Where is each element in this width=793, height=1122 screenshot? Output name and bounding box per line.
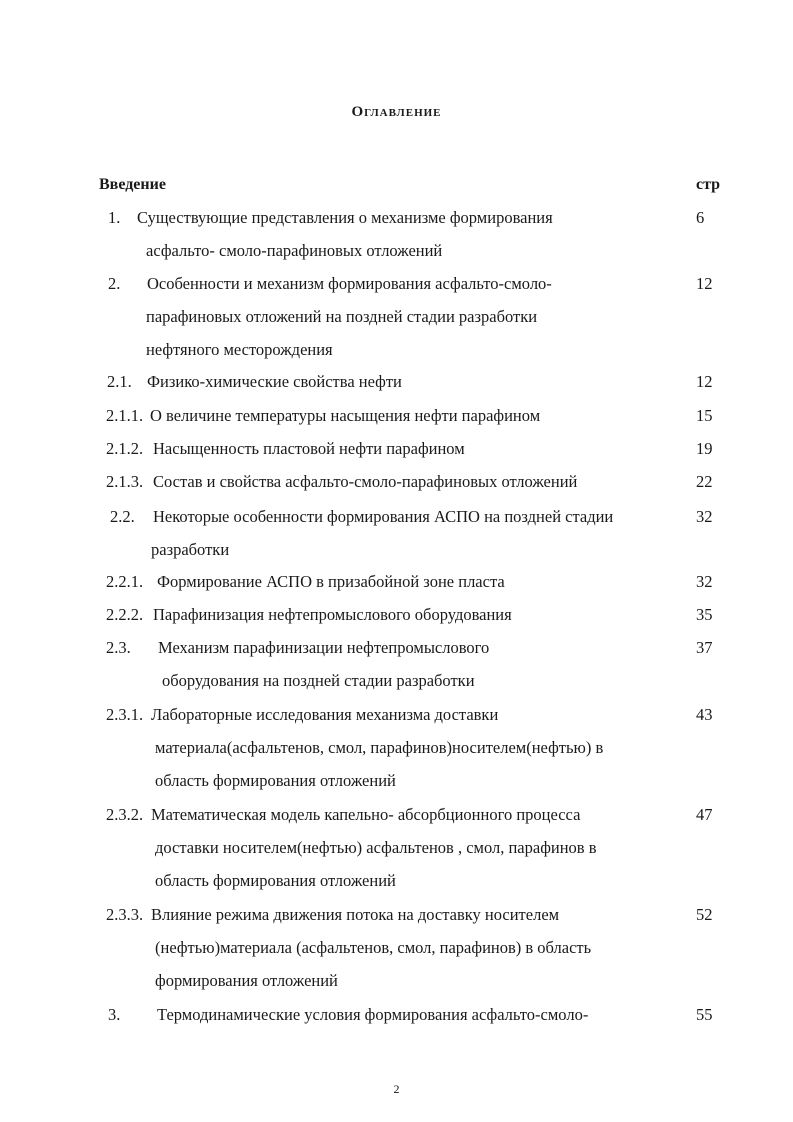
toc-entry-number: 2.1. [107, 372, 132, 391]
toc-entry-text: оборудования на поздней стадии разработки [162, 671, 475, 690]
toc-entry-text: Особенности и механизм формирования асфальто-смоло- [147, 274, 552, 293]
toc-entry-text: материала(асфальтенов, смол, парафинов)носителем(нефтью) в [155, 738, 604, 757]
toc-entry-number: 2.2. [110, 507, 135, 526]
toc-entry-text: Термодинамические условия формирования асфальто-смоло- [157, 1005, 589, 1024]
toc-entry-text: Насыщенность пластовой нефти парафином [153, 439, 465, 458]
toc-entry-number: 2.1.3. [106, 472, 144, 491]
toc-entry-number: 2. [108, 274, 121, 293]
toc-entry-number: 2.2.1. [106, 572, 144, 591]
toc-entry-number: 2.3.1. [106, 705, 144, 724]
toc-entry-text: Механизм парафинизации нефтепромыслового [158, 638, 490, 657]
page-column-heading: стр [696, 176, 721, 193]
toc-entry-text: Физико-химические свойства нефти [147, 372, 402, 391]
toc-entry-text: Парафинизация нефтепромыслового оборудования [153, 605, 512, 624]
toc-entry-text: парафиновых отложений на поздней стадии разработки [146, 307, 538, 326]
toc-entry-text: нефтяного месторождения [146, 340, 333, 359]
toc-entry-page: 52 [696, 905, 713, 924]
toc-entry-page: 6 [696, 208, 705, 227]
toc-entry-text: Существующие представления о механизме формирования [137, 208, 553, 227]
toc-entry-number: 2.3.2. [106, 805, 144, 824]
toc-entry-page: 43 [696, 705, 713, 724]
toc-entry-page: 32 [696, 507, 713, 526]
toc-entry-number: 2.1.1. [106, 406, 144, 425]
toc-entry-text: (нефтью)материала (асфальтенов, смол, парафинов) в область [155, 938, 592, 957]
toc-entry-number: 2.2.2. [106, 605, 144, 624]
toc-entry-text: формирования отложений [155, 971, 338, 990]
toc-entry-page: 47 [696, 805, 713, 824]
toc-entry-text: Математическая модель капельно- абсорбционного процесса [151, 805, 581, 824]
toc-entry-page: 35 [696, 605, 713, 624]
toc-entry-page: 19 [696, 439, 713, 458]
toc-entry-text: область формирования отложений [155, 771, 396, 790]
toc-entry-text: разработки [151, 540, 230, 559]
toc-entry-text: Состав и свойства асфальто-смоло-парафиновых отложений [153, 472, 578, 491]
toc-entry-text: Формирование АСПО в призабойной зоне пласта [157, 572, 505, 591]
toc-entry-page: 15 [696, 406, 713, 425]
intro-heading: Введение [99, 176, 166, 193]
toc-entry-page: 32 [696, 572, 713, 591]
toc-entry-page: 12 [696, 274, 713, 293]
toc-entry-number: 3. [108, 1005, 121, 1024]
toc-entry-text: область формирования отложений [155, 871, 396, 890]
toc-entry-number: 2.1.2. [106, 439, 144, 458]
toc-entry-text: асфальто- смоло-парафиновых отложений [146, 241, 443, 260]
toc-entry-text: Влияние режима движения потока на доставку носителем [151, 905, 560, 924]
page-number: 2 [393, 1082, 400, 1096]
toc-entry-text: О величине температуры насыщения нефти парафином [150, 406, 541, 425]
page-title: Оглавление [351, 104, 442, 120]
toc-entry-number: 1. [108, 208, 121, 227]
toc-entry-text: Лабораторные исследования механизма доставки [151, 705, 499, 724]
toc-entry-text: доставки носителем(нефтью) асфальтенов , смол, парафинов в [155, 838, 597, 857]
toc-entry-page: 37 [696, 638, 713, 657]
toc-entry-page: 55 [696, 1005, 713, 1024]
toc-entry-number: 2.3. [106, 638, 131, 657]
toc-entry-text: Некоторые особенности формирования АСПО на поздней стадии [153, 507, 614, 526]
toc-entry-page: 12 [696, 372, 713, 391]
toc-entry-page: 22 [696, 472, 713, 491]
toc-entry-number: 2.3.3. [106, 905, 144, 924]
